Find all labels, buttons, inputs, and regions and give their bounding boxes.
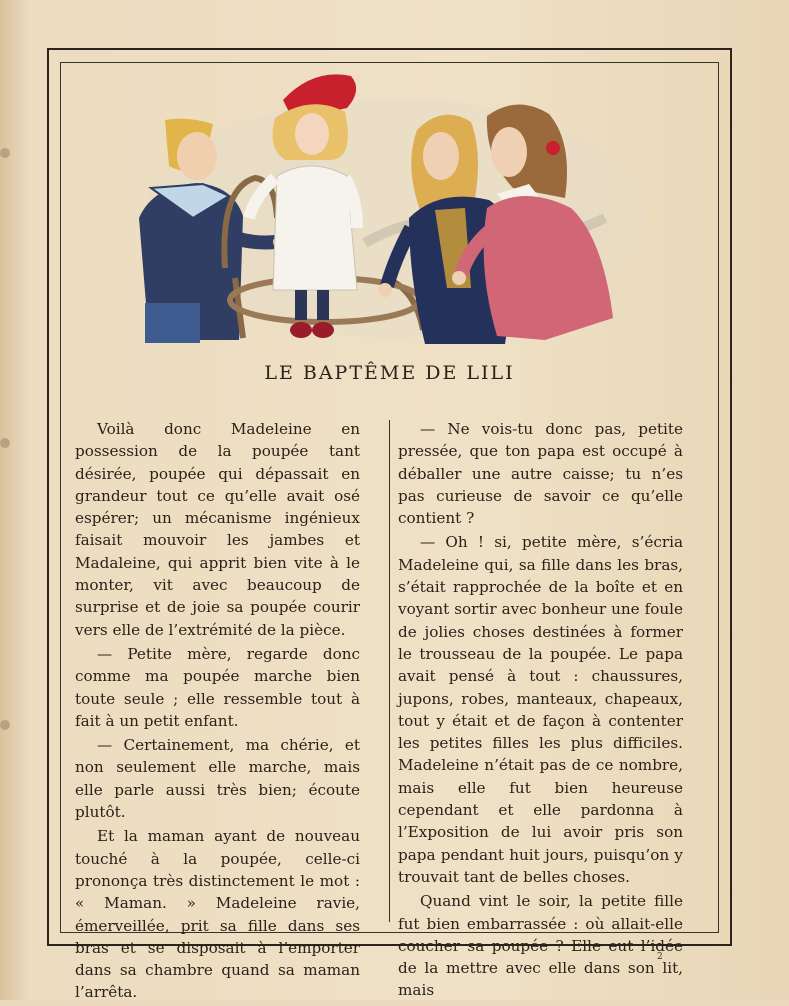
paragraph: Voilà donc Madeleine en possession de la poupée tant désirée, poupée qui dépassait en grandeur tout ce qu’elle avait osé espérer; un mécanisme ingénieux faisait mouvoir les jambes et Madaleine, qui apprit bien vite à le monter, vit avec beaucoup de surprise et de joie sa poupée courir vers elle de l’extrémité de la pièce. <box>75 420 360 639</box>
paragraph: — Petite mère, regarde donc comme ma poupée marche bien toute seule ; elle ressemble tout à fait à un petit enfant. <box>75 644 360 730</box>
binding-hole <box>0 148 10 158</box>
page-number: 2 <box>657 952 663 962</box>
illustration-four-children-with-doll <box>125 68 650 350</box>
paragraph: Quand vint le soir, la petite fille fut bien embarrassée : où allait-elle coucher sa poupée ? Elle eut l’idée de la mettre avec elle dans son lit, mais <box>398 892 683 1000</box>
text-column-left <box>75 418 360 1006</box>
paragraph: — Certainement, ma chérie, et non seulement elle marche, mais elle parle aussi très bien; écoute plutôt. <box>75 736 360 822</box>
column-divider <box>389 420 390 922</box>
chapter-title: LE BAPTÊME DE LILI <box>264 362 515 384</box>
text-column-right <box>398 418 683 1004</box>
binding-hole <box>0 438 10 448</box>
paragraph: — Oh ! si, petite mère, s’écria Madeleine qui, sa fille dans les bras, s’était rapprochée de la boîte et en voyant sortir avec bonheur une foule de jolies choses destinées à former le trousseau de la poupée. Le papa avait pensé à tout : chaussures, jupons, robes, manteaux, chapeaux, tout y était et de façon à contenter les petites filles les plus difficiles. Madeleine n’était pas de ce nombre, mais elle fut bien heureuse cependant et elle pardonna à l’Exposition de lui avoir pris son papa pendant huit jours, puisqu’on y trouvait tant de belles choses. <box>398 533 683 886</box>
binding-hole <box>0 720 10 730</box>
paragraph: Et la maman ayant de nouveau touché à la poupée, celle-ci prononça très distinctement le mot : « Maman. » Madeleine ravie, émerveillée, prit sa fille dans ses bras et se disposait à l’emporter dans sa chambre quand sa maman l’arrêta. <box>75 827 360 1002</box>
paragraph: — Ne vois-tu donc pas, petite pressée, que ton papa est occupé à déballer une autre caisse; tu n’es pas curieuse de savoir ce qu’elle contient ? <box>398 420 683 528</box>
